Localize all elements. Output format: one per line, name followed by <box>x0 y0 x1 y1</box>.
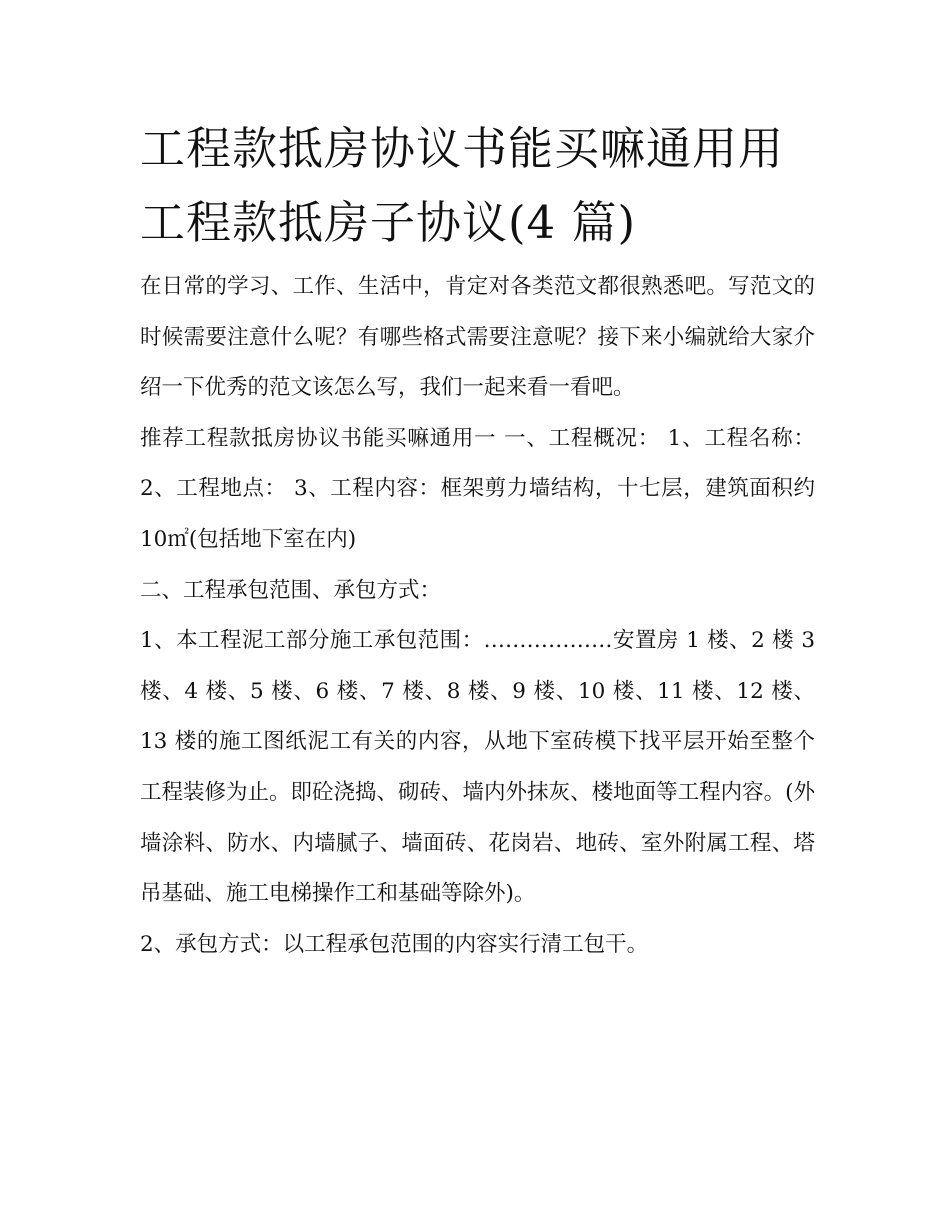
document-title: 工程款抵房协议书能买嘛通用用工程款抵房子协议(4 篇) <box>140 122 785 249</box>
contract-method-paragraph: 2、承包方式：以工程承包范围的内容实行清工包干。 <box>140 931 649 957</box>
document-page <box>140 112 815 970</box>
section-heading-scope: 二、工程承包范围、承包方式： <box>140 577 442 603</box>
project-overview-paragraph: 推荐工程款抵房协议书能买嘛通用一 一、工程概况： 1、工程名称： 2、工程地点： 3、工程内容：框架剪力墙结构，十七层，建筑面积约 10㎡(包括地下室在内) <box>140 425 815 552</box>
scope-paragraph: 1、本工程泥工部分施工承包范围：………………安置房 1 楼、2 楼 3 楼、4 楼、5 楼、6 楼、7 楼、8 楼、9 楼、10 楼、11 楼、12 楼、13 楼的施工图纸泥工有关的内容，从地下室砖模下找平层开始至整个工程装修为止。即砼浇捣、砌砖、墙内外抹灰、楼地面等工程内容。(外墙涂料、防水、内墙腻子、墙面砖、花岗岩、地砖、室外附属工程、塔吊基础、施工电梯操作工和基础等除外)。 <box>140 628 815 907</box>
intro-paragraph: 在日常的学习、工作、生活中，肯定对各类范文都很熟悉吧。写范文的时候需要注意什么呢？有哪些格式需要注意呢？接下来小编就给大家介绍一下优秀的范文该怎么写，我们一起来看一看吧。 <box>140 274 815 401</box>
